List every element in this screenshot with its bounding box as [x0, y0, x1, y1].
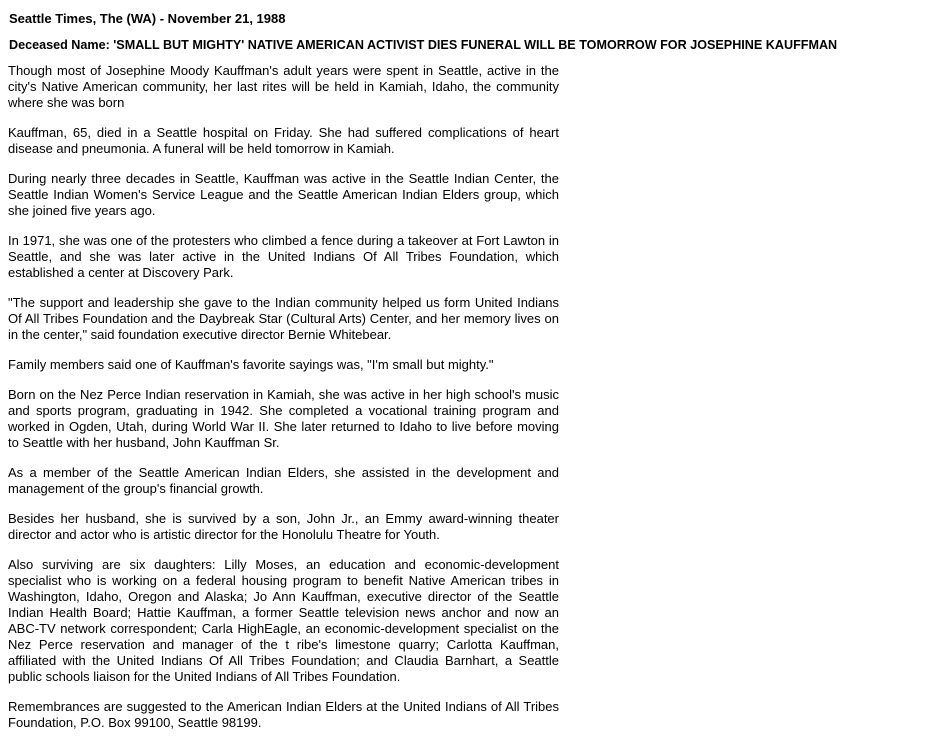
- article-paragraph: In 1971, she was one of the protesters who climbed a fence during a takeover at Fort Lawton in Seattle, and she was later active in the United Indians Of All Tribes Foundation, which established a center at Discovery Park.: [8, 233, 559, 280]
- article-paragraph: Also surviving are six daughters: Lilly Moses, an education and economic-development specialist who is working on a federal housing program to benefit Native American tribes in Washington, Idaho, Oregon and Alaska; Jo Ann Kauffman, executive director of the Seattle Indian Health Board; Hattie Kauffman, a former Seattle television news anchor and now an ABC-TV network correspondent; Carla HighEagle, an economic-development specialist on the Nez Perce reservation and manager of the t ribe's limestone quarry; Carlotta Kauffman, affiliated with the United Indians Of All Tribes Foundation; and Claudia Barnhart, a Seattle public schools liaison for the United Indians of All Tribes Foundation.: [8, 557, 559, 684]
- article-paragraph: Family members said one of Kauffman's favorite sayings was, "I'm small but mighty.": [8, 357, 494, 372]
- source-date-line: Seattle Times, The (WA) - November 21, 1988: [9, 11, 286, 26]
- article-paragraph: During nearly three decades in Seattle, Kauffman was active in the Seattle Indian Center, the Seattle Indian Women's Service League and the Seattle American Indian Elders group, which she joined five years ago.: [8, 171, 559, 218]
- article-paragraph: Remembrances are suggested to the American Indian Elders at the United Indians of All Tribes Foundation, P.O. Box 99100, Seattle 98199.: [8, 699, 559, 730]
- article-paragraph: As a member of the Seattle American Indian Elders, she assisted in the development and management of the group's financial growth.: [8, 465, 559, 496]
- article-paragraph: Though most of Josephine Moody Kauffman's adult years were spent in Seattle, active in the city's Native American community, her last rites will be held in Kamiah, Idaho, the community where she was born: [8, 63, 559, 110]
- article-paragraph: Kauffman, 65, died in a Seattle hospital on Friday. She had suffered complications of heart disease and pneumonia. A funeral will be held tomorrow in Kamiah.: [8, 125, 559, 156]
- article-paragraph: Born on the Nez Perce Indian reservation in Kamiah, she was active in her high school's music and sports program, graduating in 1942. She completed a vocational training program and worked in Ogden, Utah, during World War II. She later returned to Idaho to live before moving to Seattle with her husband, John Kauffman Sr.: [8, 387, 559, 450]
- deceased-name-headline: Deceased Name: 'SMALL BUT MIGHTY' NATIVE AMERICAN ACTIVIST DIES FUNERAL WILL BE TOMORROW FOR JOSEPHINE KAUFFMAN: [9, 38, 838, 52]
- article-paragraph: Besides her husband, she is survived by a son, John Jr., an Emmy award-winning theater director and actor who is artistic director for the Honolulu Theatre for Youth.: [8, 511, 559, 542]
- article-paragraph: "The support and leadership she gave to the Indian community helped us form United Indians Of All Tribes Foundation and the Daybreak Star (Cultural Arts) Center, and her memory lives on in the center," said foundation executive director Bernie Whitebear.: [8, 295, 559, 342]
- article-body: [8, 63, 559, 745]
